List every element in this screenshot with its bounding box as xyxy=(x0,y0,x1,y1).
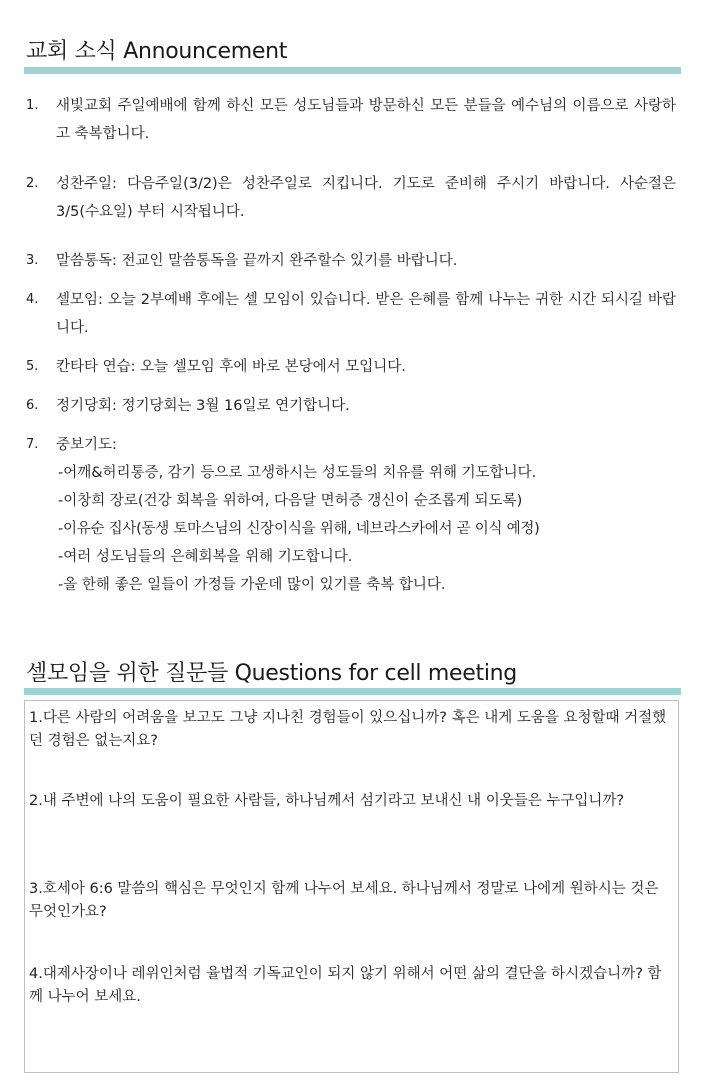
question-1: 1.다른 사람의 어려움을 보고도 그냥 지나친 경험들이 있으십니까? 혹은 내게 도움을 요청할때 거절했던 경험은 없는지요? xyxy=(29,710,667,749)
questions-title: 셀모임을 위한 질문들 Questions for cell meeting xyxy=(26,661,517,686)
list-item xyxy=(26,286,676,342)
item-number: 3. xyxy=(26,253,39,268)
prayer-request: -여러 성도님들의 은혜회복을 위해 기도합니다. xyxy=(58,549,353,565)
item-text: 정기당회: 정기당회는 3월 16일로 연기합니다. xyxy=(56,398,350,414)
announcement-list xyxy=(26,92,676,599)
item-number: 1. xyxy=(26,98,39,113)
item-number: 7. xyxy=(26,437,39,452)
question-3: 3.호세아 6:6 말씀의 핵심은 무엇인지 함께 나누어 보세요. 하나님께서 정말로 나에게 원하시는 것은 무엇인가요? xyxy=(29,881,659,920)
prayer-request: -어깨&허리통증, 감기 등으로 고생하시는 성도들의 치유를 위해 기도합니다. xyxy=(58,465,537,481)
item-number: 6. xyxy=(26,398,39,413)
list-item xyxy=(26,353,676,381)
announcement-divider xyxy=(24,67,681,74)
item-number: 4. xyxy=(26,292,39,307)
question-2: 2.내 주변에 나의 도움이 필요한 사람들, 하나님께서 섬기라고 보내신 내 이웃들은 누구입니까? xyxy=(29,793,625,809)
list-item xyxy=(26,247,676,275)
list-item xyxy=(26,392,676,420)
questions-divider xyxy=(24,688,681,695)
item-number: 5. xyxy=(26,359,39,374)
item-text: 칸타타 연습: 오늘 셀모임 후에 바로 본당에서 모입니다. xyxy=(56,359,406,375)
item-text: 성찬주일: 다음주일(3/2)은 성찬주일로 지킵니다. 기도로 준비해 주시기 바랍니다. 사순절은 3/5(수요일) 부터 시작됩니다. xyxy=(56,176,676,220)
item-number: 2. xyxy=(26,176,39,191)
prayer-request: -이유순 집사(동생 토마스님의 신장이식을 위해, 네브라스카에서 곧 이식 예정) xyxy=(58,521,540,537)
list-item xyxy=(26,92,676,148)
list-item xyxy=(26,431,676,599)
question-4: 4.대제사장이나 레위인처럼 율법적 기독교인이 되지 않기 위해서 어떤 삶의 결단을 하시겠습니까? 함께 나누어 보세요. xyxy=(29,966,662,1005)
item-text: 셀모임: 오늘 2부예배 후에는 셀 모임이 있습니다. 받은 은혜를 함께 나누는 귀한 시간 되시길 바랍니다. xyxy=(56,292,676,336)
questions-box xyxy=(24,700,679,1073)
list-item xyxy=(26,170,676,226)
item-text: 말씀통독: 전교인 말씀통독을 끝까지 완주할수 있기를 바랍니다. xyxy=(56,253,458,269)
item-text: 새빛교회 주일예배에 함께 하신 모든 성도님들과 방문하신 모든 분들을 예수님의 이름으로 사랑하고 축복합니다. xyxy=(56,98,676,142)
prayer-request: -이창희 장로(건강 회복을 위하여, 다음달 면허증 갱신이 순조롭게 되도록) xyxy=(58,493,523,509)
prayer-request: -올 한해 좋은 일들이 가정들 가운데 많이 있기를 축복 합니다. xyxy=(58,577,446,593)
announcement-title: 교회 소식 Announcement xyxy=(26,39,288,64)
item-text: 중보기도: xyxy=(56,437,117,453)
